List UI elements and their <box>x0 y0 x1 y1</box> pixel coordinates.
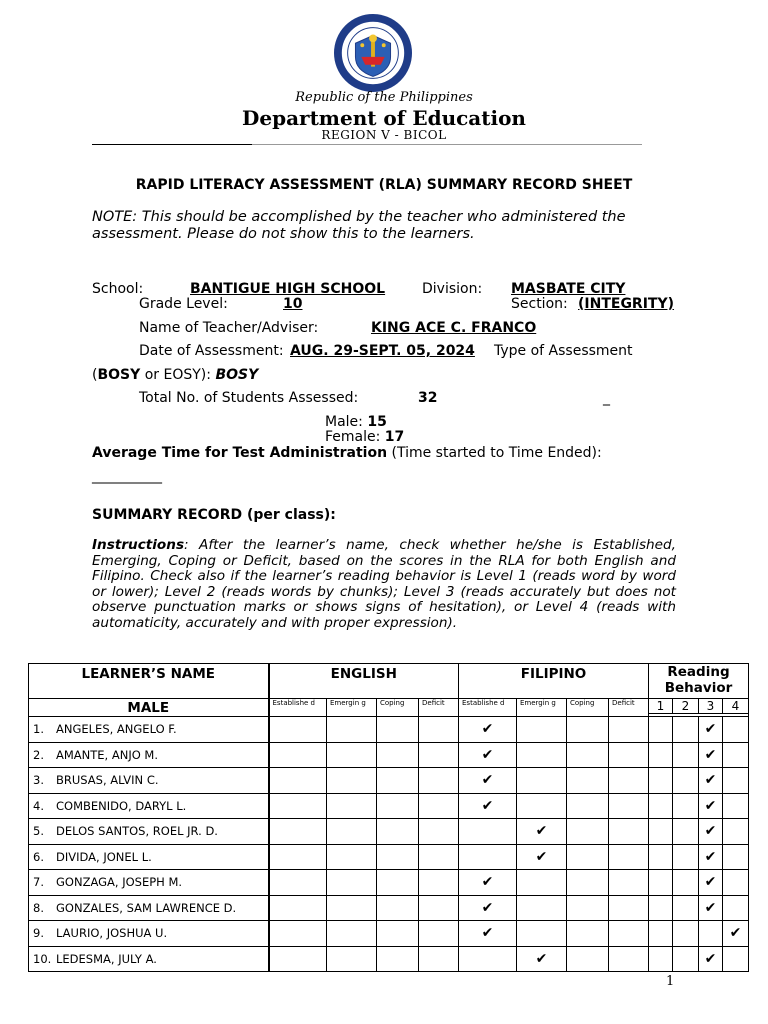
learner-name-cell: 4. COMBENIDO, DARYL L. <box>29 793 269 819</box>
date-value: AUG. 29-SEPT. 05, 2024 <box>290 343 475 359</box>
division-value: MASBATE CITY <box>511 281 626 297</box>
fil-def-cell[interactable] <box>609 921 649 947</box>
learner-name-cell: 6. DIVIDA, JONEL L. <box>29 844 269 870</box>
fil-cop-cell[interactable] <box>567 844 609 870</box>
fil-est-cell[interactable]: ✔ <box>459 921 517 947</box>
row-number: 1. <box>33 722 44 737</box>
eng-cop-cell[interactable] <box>377 895 419 921</box>
section-label: Section: <box>511 296 568 312</box>
eng-def-cell[interactable] <box>419 921 459 947</box>
fil-eme-cell[interactable]: ✔ <box>517 819 567 845</box>
division-label: Division: <box>422 281 483 297</box>
fil-cop-cell[interactable] <box>567 768 609 794</box>
eng-cop-cell[interactable] <box>377 717 419 743</box>
fil-eme-cell[interactable] <box>517 742 567 768</box>
reading-level-4-cell[interactable] <box>723 844 749 870</box>
reading-level-4-cell[interactable] <box>723 768 749 794</box>
fil-cop-cell[interactable] <box>567 742 609 768</box>
reading-level-1-cell[interactable] <box>649 946 673 972</box>
eng-def-cell[interactable] <box>419 870 459 896</box>
eng-eme-cell[interactable] <box>327 717 377 743</box>
eng-cop-cell[interactable] <box>377 844 419 870</box>
summary-heading: SUMMARY RECORD (per class): <box>92 507 336 523</box>
group-male: MALE <box>29 699 269 717</box>
table-row <box>29 793 749 819</box>
level-3-header: 3 <box>699 699 723 714</box>
eng-cop-cell[interactable] <box>377 819 419 845</box>
reading-level-4-cell[interactable]: ✔ <box>723 921 749 947</box>
male-count: Male: 15 <box>325 414 387 430</box>
reading-level-3-cell[interactable]: ✔ <box>699 742 723 768</box>
learner-rows <box>29 717 749 972</box>
fil-eme-cell[interactable] <box>517 793 567 819</box>
eng-eme-cell[interactable] <box>327 895 377 921</box>
eng-cop-cell[interactable] <box>377 793 419 819</box>
row-number: 4. <box>33 798 44 813</box>
eng-established-header: Establishe d <box>269 699 327 717</box>
learner-name-cell: 3. BRUSAS, ALVIN C. <box>29 768 269 794</box>
row-number: 3. <box>33 773 44 788</box>
table-row <box>29 768 749 794</box>
fil-eme-cell[interactable] <box>517 768 567 794</box>
avg-time-blank: __________ <box>92 468 162 484</box>
reading-level-1-cell[interactable] <box>649 870 673 896</box>
reading-level-3-cell[interactable]: ✔ <box>699 768 723 794</box>
fil-cop-cell[interactable] <box>567 819 609 845</box>
fil-emerging-header: Emergin g <box>517 699 567 717</box>
page-number: 1 <box>666 974 675 989</box>
fil-coping-header: Coping <box>567 699 609 717</box>
fil-eme-cell[interactable] <box>517 717 567 743</box>
fil-eme-cell[interactable]: ✔ <box>517 946 567 972</box>
reading-level-2-cell[interactable] <box>673 895 699 921</box>
row-number: 6. <box>33 849 44 864</box>
note-text: NOTE: This should be accomplished by the teacher who administered the assessment. Please do not show this to the learners. <box>92 209 626 242</box>
fil-est-cell[interactable]: ✔ <box>459 768 517 794</box>
row-number: 8. <box>33 900 44 915</box>
reading-level-4-cell[interactable] <box>723 870 749 896</box>
eng-est-cell[interactable] <box>269 717 327 743</box>
type-line: (BOSY or EOSY): BOSY <box>92 367 259 383</box>
reading-level-3-cell[interactable]: ✔ <box>699 895 723 921</box>
reading-level-1-cell[interactable] <box>649 793 673 819</box>
fil-est-cell[interactable] <box>459 819 517 845</box>
col-filipino: FILIPINO <box>459 664 649 699</box>
deped-seal-logo <box>334 14 412 92</box>
fil-eme-cell[interactable] <box>517 921 567 947</box>
table-row <box>29 921 749 947</box>
eng-def-cell[interactable] <box>419 946 459 972</box>
eng-est-cell[interactable] <box>269 946 327 972</box>
eng-eme-cell[interactable] <box>327 844 377 870</box>
fil-eme-cell[interactable]: ✔ <box>517 844 567 870</box>
total-value: 32 <box>418 390 438 406</box>
eng-est-cell[interactable] <box>269 870 327 896</box>
reading-level-1-cell[interactable] <box>649 742 673 768</box>
total-blank: _ <box>603 390 610 406</box>
teacher-label: Name of Teacher/Adviser: <box>139 320 319 336</box>
reading-level-1-cell[interactable] <box>649 844 673 870</box>
col-english: ENGLISH <box>269 664 459 699</box>
eng-eme-cell[interactable] <box>327 768 377 794</box>
fil-cop-cell[interactable] <box>567 870 609 896</box>
fil-cop-cell[interactable] <box>567 895 609 921</box>
fil-def-cell[interactable] <box>609 819 649 845</box>
row-number: 7. <box>33 875 44 890</box>
reading-level-1-cell[interactable] <box>649 895 673 921</box>
eng-eme-cell[interactable] <box>327 946 377 972</box>
table-row <box>29 844 749 870</box>
row-number: 2. <box>33 747 44 762</box>
table-row <box>29 946 749 972</box>
fil-est-cell[interactable] <box>459 946 517 972</box>
eng-eme-cell[interactable] <box>327 742 377 768</box>
fil-established-header: Establishe d <box>459 699 517 717</box>
reading-level-4-cell[interactable] <box>723 717 749 743</box>
row-number: 5. <box>33 824 44 839</box>
reading-level-3-cell[interactable] <box>699 921 723 947</box>
eng-def-cell[interactable] <box>419 844 459 870</box>
reading-level-2-cell[interactable] <box>673 742 699 768</box>
grade-label: Grade Level: <box>139 296 228 312</box>
reading-level-2-cell[interactable] <box>673 844 699 870</box>
fil-def-cell[interactable] <box>609 793 649 819</box>
eng-def-cell[interactable] <box>419 717 459 743</box>
eng-def-cell[interactable] <box>419 742 459 768</box>
total-label: Total No. of Students Assessed: <box>139 390 359 406</box>
learner-name-cell: 5. DELOS SANTOS, ROEL JR. D. <box>29 819 269 845</box>
teacher-value: KING ACE C. FRANCO <box>371 320 537 336</box>
table-row <box>29 717 749 743</box>
fil-cop-cell[interactable] <box>567 793 609 819</box>
reading-level-4-cell[interactable] <box>723 946 749 972</box>
school-label: School: <box>92 281 144 297</box>
header-rule-left <box>92 144 252 145</box>
reading-level-3-cell[interactable]: ✔ <box>699 793 723 819</box>
eng-cop-cell[interactable] <box>377 870 419 896</box>
reading-level-2-cell[interactable] <box>673 717 699 743</box>
eng-cop-cell[interactable] <box>377 742 419 768</box>
fil-def-cell[interactable] <box>609 768 649 794</box>
reading-level-1-cell[interactable] <box>649 717 673 743</box>
learner-name-cell: 2. AMANTE, ANJO M. <box>29 742 269 768</box>
reading-level-3-cell[interactable]: ✔ <box>699 870 723 896</box>
table-row <box>29 870 749 896</box>
eng-est-cell[interactable] <box>269 921 327 947</box>
date-label: Date of Assessment: <box>139 343 284 359</box>
reading-level-3-cell[interactable]: ✔ <box>699 717 723 743</box>
table-row <box>29 819 749 845</box>
school-value: BANTIGUE HIGH SCHOOL <box>190 281 386 297</box>
eng-eme-cell[interactable] <box>327 870 377 896</box>
fil-def-cell[interactable] <box>609 742 649 768</box>
table-row <box>29 895 749 921</box>
eng-eme-cell[interactable] <box>327 921 377 947</box>
fil-def-cell[interactable] <box>609 946 649 972</box>
learner-name-cell: 10. LEDESMA, JULY A. <box>29 946 269 972</box>
eng-eme-cell[interactable] <box>327 793 377 819</box>
reading-level-1-cell[interactable] <box>649 819 673 845</box>
eng-est-cell[interactable] <box>269 742 327 768</box>
eng-def-cell[interactable] <box>419 768 459 794</box>
eng-def-cell[interactable] <box>419 793 459 819</box>
fil-est-cell[interactable]: ✔ <box>459 895 517 921</box>
grade-value: 10 <box>283 296 303 312</box>
level-2-header: 2 <box>673 699 699 714</box>
fil-est-cell[interactable]: ✔ <box>459 742 517 768</box>
section-value: (INTEGRITY) <box>578 296 675 312</box>
fil-def-cell[interactable] <box>609 717 649 743</box>
fil-est-cell[interactable]: ✔ <box>459 870 517 896</box>
fil-cop-cell[interactable] <box>567 717 609 743</box>
level-1-header: 1 <box>649 699 673 714</box>
eng-est-cell[interactable] <box>269 768 327 794</box>
eng-emerging-header: Emergin g <box>327 699 377 717</box>
level-4-header: 4 <box>723 699 749 714</box>
header-rule-right <box>252 144 642 145</box>
col-reading-behavior: Reading Behavior <box>649 664 749 699</box>
republic-text: Republic of the Philippines <box>295 90 473 105</box>
reading-level-4-cell[interactable] <box>723 742 749 768</box>
eng-eme-cell[interactable] <box>327 819 377 845</box>
type-value: BOSY <box>215 367 259 383</box>
eng-def-cell[interactable] <box>419 895 459 921</box>
female-count: Female: 17 <box>325 429 405 445</box>
reading-level-4-cell[interactable] <box>723 895 749 921</box>
eng-est-cell[interactable] <box>269 895 327 921</box>
reading-level-3-cell[interactable]: ✔ <box>699 819 723 845</box>
col-learner-name: LEARNER’S NAME <box>29 664 269 699</box>
eng-coping-header: Coping <box>377 699 419 717</box>
reading-level-1-cell[interactable] <box>649 921 673 947</box>
summary-table <box>28 663 749 972</box>
region-text: REGION V - BICOL <box>321 128 447 142</box>
eng-cop-cell[interactable] <box>377 946 419 972</box>
fil-def-cell[interactable] <box>609 870 649 896</box>
table-row <box>29 742 749 768</box>
reading-level-3-cell[interactable]: ✔ <box>699 844 723 870</box>
reading-level-2-cell[interactable] <box>673 819 699 845</box>
reading-level-1-cell[interactable] <box>649 768 673 794</box>
fil-def-cell[interactable] <box>609 895 649 921</box>
reading-level-2-cell[interactable] <box>673 946 699 972</box>
reading-level-4-cell[interactable] <box>723 819 749 845</box>
eng-est-cell[interactable] <box>269 844 327 870</box>
instructions-text: Instructions: After the learner’s name, check whether he/she is Established, Emerging, Coping or Deficit, based on the scores in the RLA for both English and Filipino. Check also if the learner’s reading behavior is Level 1 (reads word by word or lower); Level 2 (reads words by chunks); Level 3 (reads accurately but does not observe punctuation marks or shows signs of hesitation), or Level 4 (reads with automaticity, accurately and with proper expression). <box>92 537 676 631</box>
reading-level-2-cell[interactable] <box>673 768 699 794</box>
department-text: Department of Education <box>242 106 526 130</box>
document-title: RAPID LITERACY ASSESSMENT (RLA) SUMMARY RECORD SHEET <box>135 177 633 193</box>
fil-def-cell[interactable] <box>609 844 649 870</box>
fil-est-cell[interactable] <box>459 844 517 870</box>
learner-name-cell: 8. GONZALES, SAM LAWRENCE D. <box>29 895 269 921</box>
type-label: Type of Assessment <box>494 343 633 359</box>
reading-level-2-cell[interactable] <box>673 921 699 947</box>
fil-est-cell[interactable]: ✔ <box>459 717 517 743</box>
fil-deficit-header: Deficit <box>609 699 649 717</box>
row-number: 10. <box>33 951 52 966</box>
eng-est-cell[interactable] <box>269 793 327 819</box>
eng-def-cell[interactable] <box>419 819 459 845</box>
fil-eme-cell[interactable] <box>517 895 567 921</box>
eng-cop-cell[interactable] <box>377 921 419 947</box>
learner-name-cell: 1. ANGELES, ANGELO F. <box>29 717 269 743</box>
learner-name-cell: 9. LAURIO, JOSHUA U. <box>29 921 269 947</box>
fil-cop-cell[interactable] <box>567 921 609 947</box>
row-number: 9. <box>33 926 44 941</box>
fil-cop-cell[interactable] <box>567 946 609 972</box>
reading-level-2-cell[interactable] <box>673 870 699 896</box>
eng-est-cell[interactable] <box>269 819 327 845</box>
avg-time-line: Average Time for Test Administration (Time started to Time Ended): <box>92 445 602 461</box>
learner-name-cell: 7. GONZAGA, JOSEPH M. <box>29 870 269 896</box>
reading-level-4-cell[interactable] <box>723 793 749 819</box>
eng-deficit-header: Deficit <box>419 699 459 717</box>
fil-eme-cell[interactable] <box>517 870 567 896</box>
reading-level-2-cell[interactable] <box>673 793 699 819</box>
reading-level-3-cell[interactable]: ✔ <box>699 946 723 972</box>
fil-est-cell[interactable]: ✔ <box>459 793 517 819</box>
eng-cop-cell[interactable] <box>377 768 419 794</box>
